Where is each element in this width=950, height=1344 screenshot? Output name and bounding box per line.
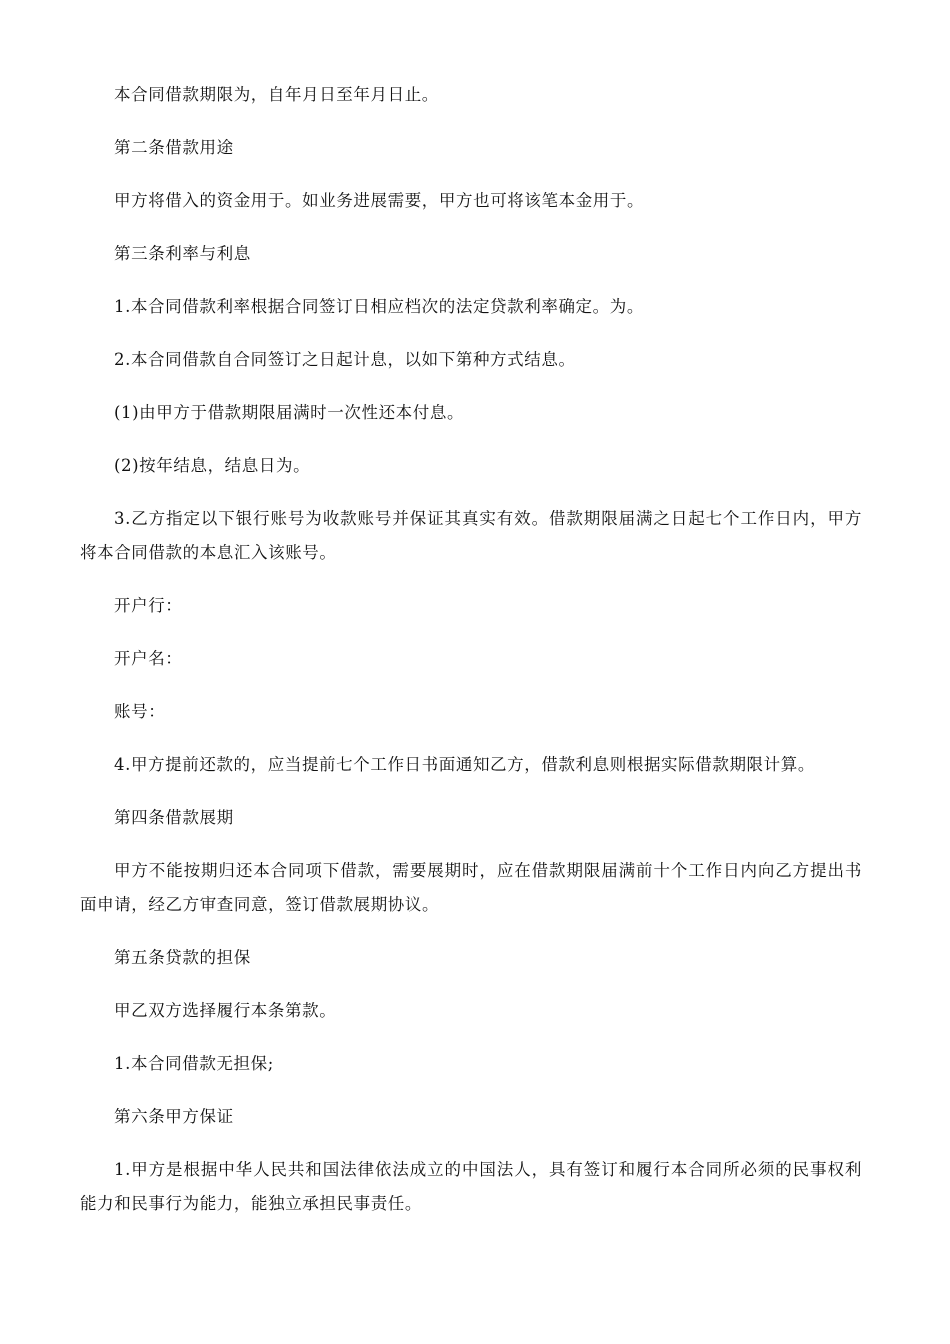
paragraph-party-a-warranty: 1.甲方是根据中华人民共和国法律依法成立的中国法人，具有签订和履行本合同所必须的民事权利能力和民事行为能力，能独立承担民事责任。 bbox=[80, 1160, 862, 1213]
paragraph-early-repayment: 4.甲方提前还款的，应当提前七个工作日书面通知乙方，借款利息则根据实际借款期限计算。 bbox=[114, 755, 815, 774]
field-account-name: 开户名： bbox=[114, 649, 183, 668]
paragraph-guarantee-choice: 甲乙双方选择履行本条第款。 bbox=[114, 1001, 337, 1020]
field-bank-name: 开户行： bbox=[114, 596, 183, 615]
paragraph-option-2: (2)按年结息，结息日为。 bbox=[114, 456, 311, 475]
paragraph-extension: 甲方不能按期归还本合同项下借款，需要展期时，应在借款期限届满前十个工作日内向乙方提出书面申请，经乙方审查同意，签订借款展期协议。 bbox=[80, 861, 862, 914]
paragraph-loan-purpose: 甲方将借入的资金用于。如业务进展需要，甲方也可将该笔本金用于。 bbox=[114, 191, 645, 210]
heading-article-2: 第二条借款用途 bbox=[114, 138, 234, 157]
heading-article-5: 第五条贷款的担保 bbox=[114, 948, 251, 967]
paragraph-no-guarantee: 1.本合同借款无担保; bbox=[114, 1054, 274, 1073]
paragraph-option-1: (1)由甲方于借款期限届满时一次性还本付息。 bbox=[114, 403, 465, 422]
paragraph-interest-rate: 1.本合同借款利率根据合同签订日相应档次的法定贷款利率确定。为。 bbox=[114, 297, 644, 316]
paragraph-interest-start: 2.本合同借款自合同签订之日起计息，以如下第种方式结息。 bbox=[114, 350, 576, 369]
field-account-number: 账号： bbox=[114, 702, 166, 721]
heading-article-6: 第六条甲方保证 bbox=[114, 1107, 234, 1126]
heading-article-4: 第四条借款展期 bbox=[114, 808, 234, 827]
paragraph-bank-account: 3.乙方指定以下银行账号为收款账号并保证其真实有效。借款期限届满之日起七个工作日内，甲方将本合同借款的本息汇入该账号。 bbox=[80, 509, 862, 562]
paragraph-loan-term: 本合同借款期限为，自年月日至年月日止。 bbox=[114, 85, 439, 104]
heading-article-3: 第三条利率与利息 bbox=[114, 244, 251, 263]
document-page bbox=[80, 78, 862, 1221]
